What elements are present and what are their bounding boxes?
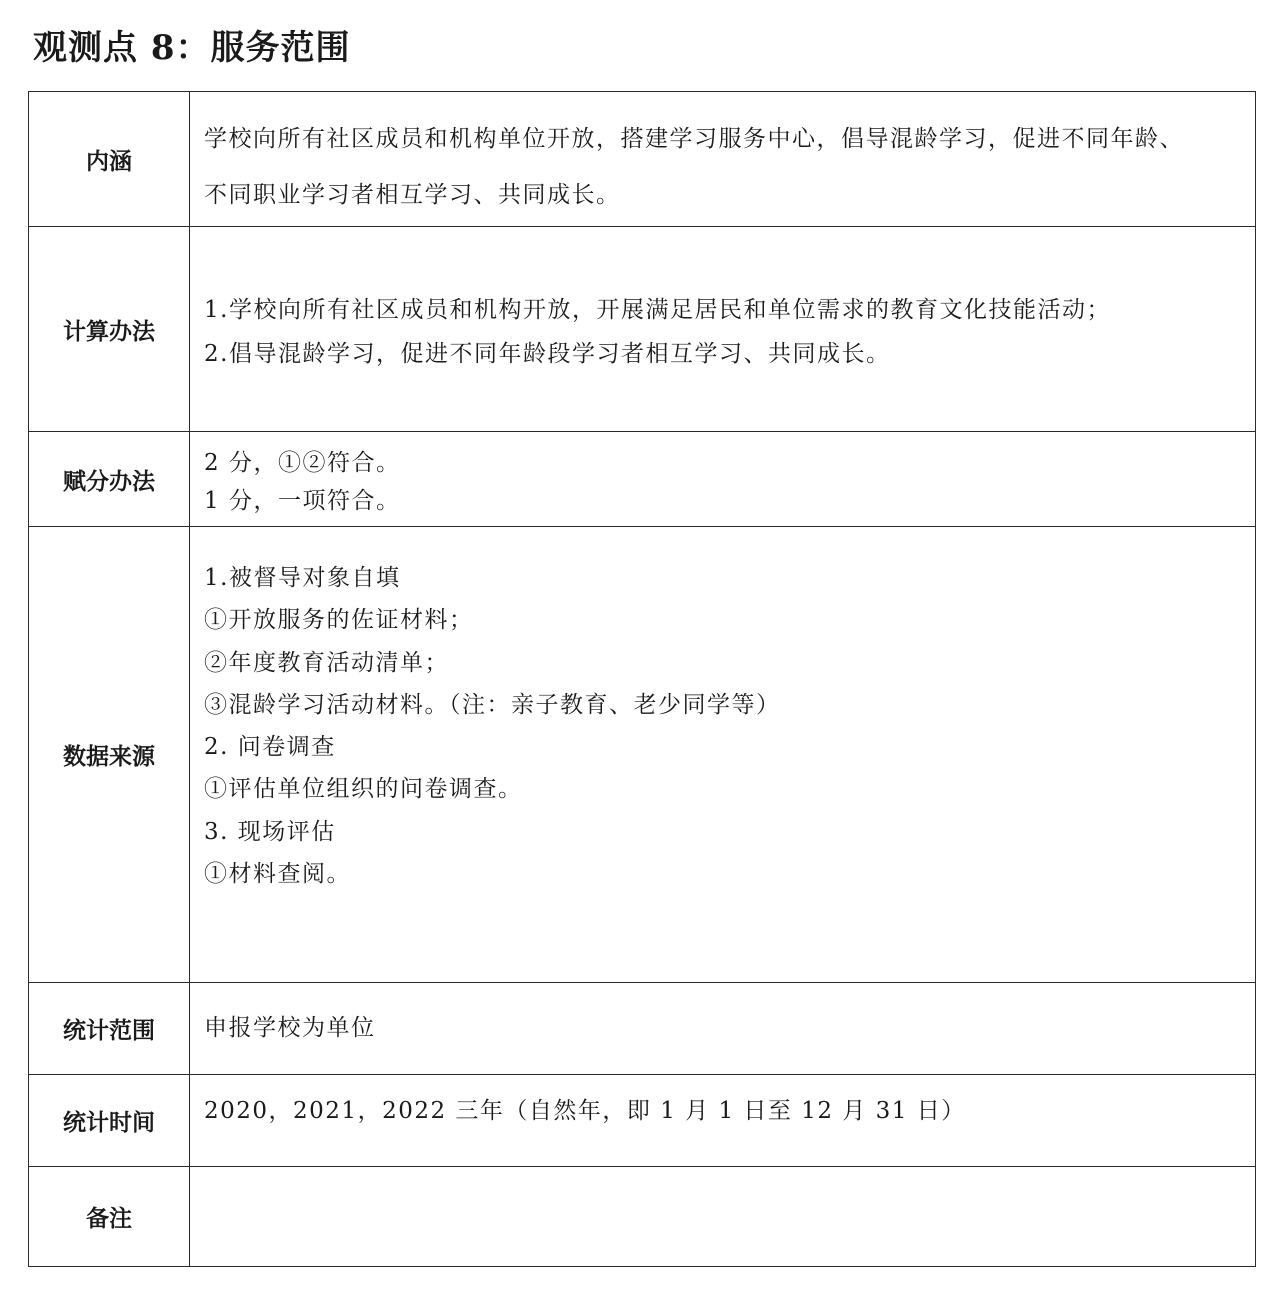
table-row-neihan (29, 92, 1256, 227)
content-line: ①评估单位组织的问卷调查。 (204, 776, 523, 803)
row-label: 计算办法 (29, 227, 190, 432)
row-content (190, 432, 1256, 527)
table-row-tongji-shijian (29, 1075, 1256, 1167)
table-row-fufen (29, 432, 1256, 527)
table-row-beizhu (29, 1167, 1256, 1267)
indicator-table (28, 91, 1256, 1267)
page-title: 观测点 8：服务范围 (33, 28, 351, 68)
row-label: 内涵 (29, 92, 190, 227)
table-row-tongji-fanwei (29, 983, 1256, 1075)
content-line: 1.学校向所有社区成员和机构开放，开展满足居民和单位需求的教育文化技能活动； (204, 297, 1111, 323)
content-line: 学校向所有社区成员和机构单位开放，搭建学习服务中心，倡导混龄学习，促进不同年龄、 (204, 126, 1184, 152)
content-line: ①开放服务的佐证材料； (204, 607, 474, 634)
content-line: 2.倡导混龄学习，促进不同年龄段学习者相互学习、共同成长。 (204, 341, 891, 367)
content-line: ②年度教育活动清单； (204, 649, 449, 676)
row-label: 数据来源 (29, 527, 190, 983)
content-line: 申报学校为单位 (204, 1015, 376, 1041)
content-line: 2 分，①②符合。 (204, 450, 401, 476)
row-content (190, 983, 1256, 1075)
row-content (190, 1075, 1256, 1167)
row-content (190, 227, 1256, 432)
content-line: 不同职业学习者相互学习、共同成长。 (204, 182, 621, 208)
table-row-shuju (29, 527, 1256, 983)
row-content-empty (190, 1167, 1256, 1267)
content-line: 3. 现场评估 (204, 818, 336, 845)
content-line: 1 分，一项符合。 (204, 488, 401, 514)
table-row-jisuan (29, 227, 1256, 432)
content-line: ③混龄学习活动材料。（注：亲子教育、老少同学等） (204, 691, 781, 718)
row-label: 统计范围 (29, 983, 190, 1075)
content-line: 2. 问卷调查 (204, 734, 336, 761)
content-line: 2020，2021，2022 三年（自然年，即 1 月 1 日至 12 月 31 日） (204, 1098, 966, 1124)
row-label: 备注 (29, 1167, 190, 1267)
row-label: 统计时间 (29, 1075, 190, 1167)
row-content (190, 527, 1256, 983)
row-content (190, 92, 1256, 227)
content-line: 1.被督导对象自填 (204, 565, 401, 591)
row-label: 赋分办法 (29, 432, 190, 527)
content-line: ①材料查阅。 (204, 861, 351, 888)
